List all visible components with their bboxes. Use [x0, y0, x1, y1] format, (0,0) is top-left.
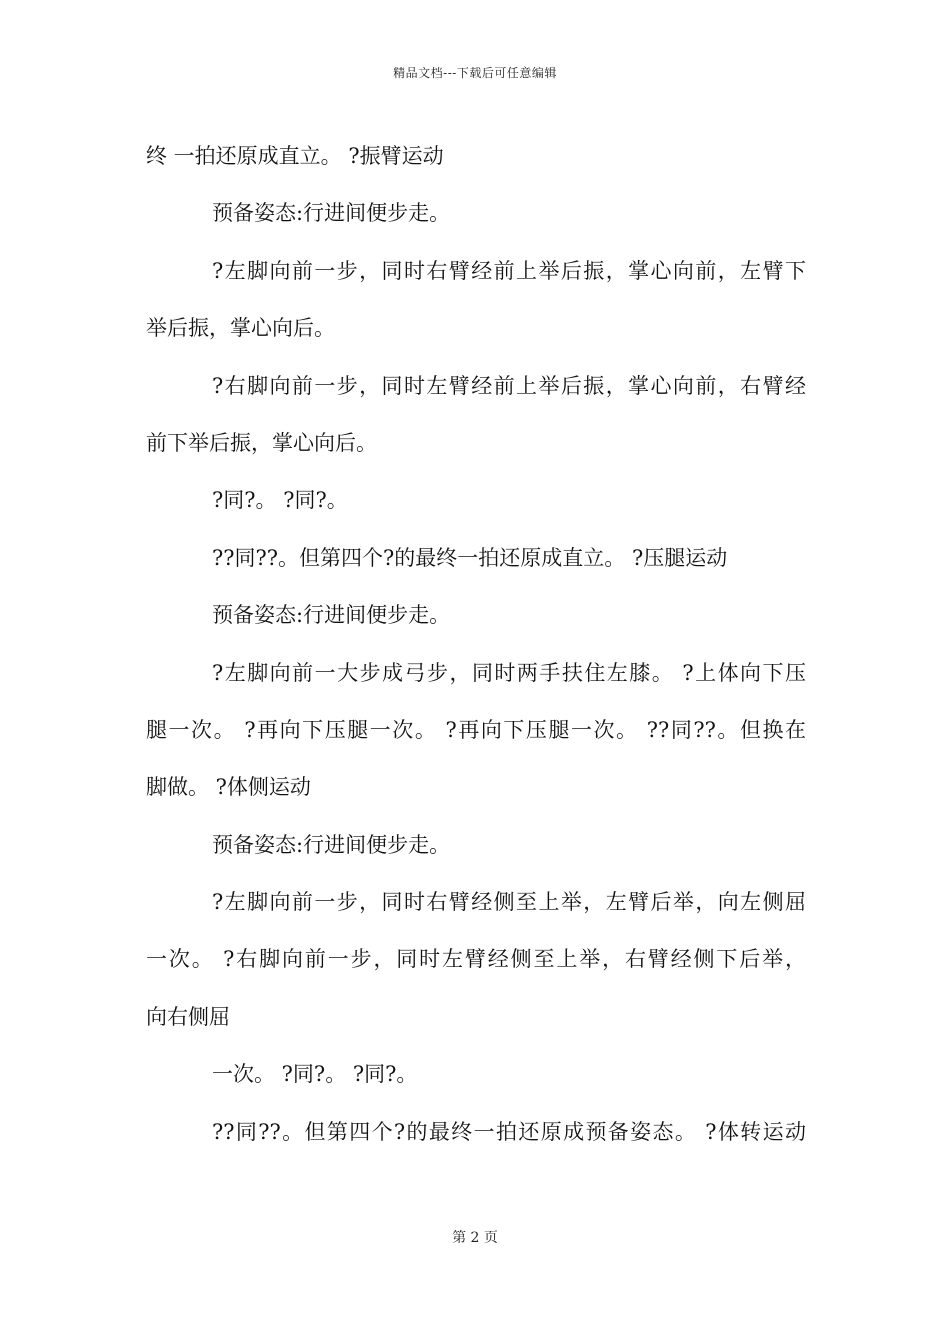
body-line: 预备姿态:行进间便步走。 — [212, 832, 451, 857]
body-line: 举后振，掌心向后。 — [146, 316, 335, 341]
body-line: 前下举后振，掌心向后。 — [146, 430, 377, 455]
body-line: 脚做。 ?体侧运动 — [146, 775, 311, 800]
body-line: ?右脚向前一步，同时左臂经前上举后振，掌心向前，右臂经 — [212, 373, 806, 398]
document-body — [146, 128, 806, 1161]
body-line: ?同?。 ?同?。 — [212, 488, 348, 513]
page-number: 第 2 页 — [452, 1230, 498, 1246]
body-line: ?左脚向前一大步成弓步，同时两手扶住左膝。 ?上体向下压 — [212, 660, 806, 685]
body-line: 向右侧屈 — [146, 1004, 230, 1029]
body-line: 预备姿态:行进间便步走。 — [212, 603, 451, 628]
body-line: 终 一拍还原成直立。 ?振臂运动 — [146, 144, 444, 168]
body-line: ??同??。但第四个?的最终一拍还原成直立。 ?压腿运动 — [212, 545, 728, 570]
body-line: ?左脚向前一步，同时右臂经前上举后振，掌心向前，左臂下 — [212, 258, 806, 283]
body-line: 预备姿态:行进间便步走。 — [212, 201, 451, 226]
body-line: 一次。 ?同?。 ?同?。 — [212, 1062, 418, 1087]
body-line: ??同??。但第四个?的最终一拍还原成预备姿态。 ?体转运动 — [212, 1119, 806, 1144]
body-line: 一次。 ?右脚向前一步，同时左臂经侧至上举，右臂经侧下后举， — [146, 947, 806, 972]
page-header: 精品文档---下载后可任意编辑 — [393, 66, 557, 80]
body-line: ?左脚向前一步，同时右臂经侧至上举，左臂后举，向左侧屈 — [212, 890, 806, 915]
body-line: 腿一次。 ?再向下压腿一次。 ?再向下压腿一次。 ??同??。但换在 — [146, 717, 806, 742]
